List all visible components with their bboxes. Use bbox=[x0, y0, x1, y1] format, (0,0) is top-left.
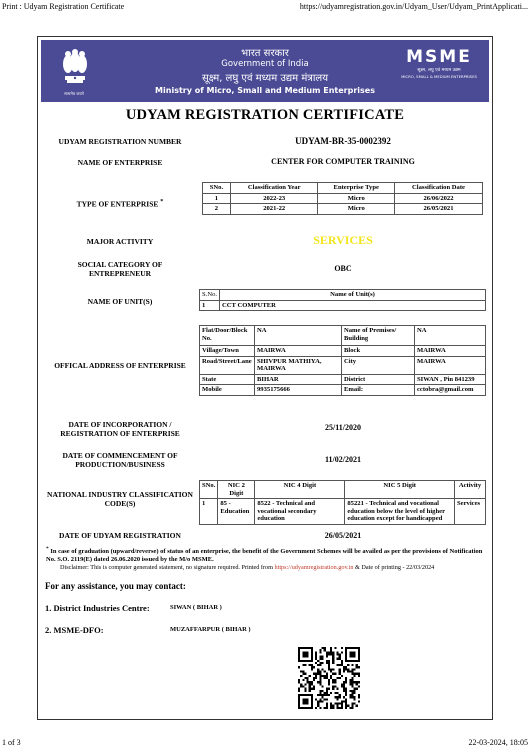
table-row bbox=[200, 499, 486, 525]
dfo-label: 2. MSME-DFO: bbox=[45, 625, 104, 635]
table-row bbox=[200, 374, 486, 385]
msme-logo-text: MSME bbox=[406, 47, 472, 67]
address-key: Village/Town bbox=[200, 346, 255, 357]
address-key: Email: bbox=[342, 385, 415, 396]
table-row bbox=[200, 356, 486, 374]
enterprise-type-label-text: TYPE OF ENTERPRISE bbox=[76, 199, 159, 209]
type-cell: 26/06/2022 bbox=[394, 193, 482, 204]
units-cell: 1 bbox=[200, 300, 220, 311]
assistance-heading: For any assistance, you may contact: bbox=[45, 581, 186, 591]
type-cell: 26/05/2021 bbox=[394, 204, 482, 215]
nic-table-header bbox=[200, 481, 486, 499]
type-col-type: Enterprise Type bbox=[318, 183, 395, 194]
address-label: OFFICAL ADDRESS OF ENTERPRISE bbox=[54, 361, 186, 370]
address-key: Block bbox=[342, 346, 415, 357]
address-value: MAIRWA bbox=[415, 356, 486, 374]
type-col-sno: SNo. bbox=[203, 183, 231, 194]
disclaimer-link[interactable]: https://udyamregistration.gov.in bbox=[274, 564, 354, 571]
type-cell: 2021-22 bbox=[230, 204, 318, 215]
address-value: 9935175666 bbox=[255, 385, 342, 396]
dfo-value: MUZAFFARPUR ( BIHAR ) bbox=[170, 626, 251, 633]
address-key: Mobile bbox=[200, 385, 255, 396]
units-label: NAME OF UNIT(S) bbox=[87, 297, 153, 306]
address-key: State bbox=[200, 374, 255, 385]
table-row bbox=[200, 300, 486, 311]
type-star: * bbox=[160, 198, 164, 205]
type-cell: Micro bbox=[318, 193, 395, 204]
table-row bbox=[203, 204, 483, 215]
table-row bbox=[200, 385, 486, 396]
units-col-name: Name of Unit(s) bbox=[220, 290, 486, 301]
gov-english: Government of India bbox=[221, 59, 309, 69]
print-header-title: Print : Udyam Registration Certificate bbox=[2, 2, 125, 11]
units-cell: CCT COMPUTER bbox=[220, 300, 486, 311]
msme-logo bbox=[399, 48, 479, 79]
address-value: SIWAN , Pin 841239 bbox=[415, 374, 486, 385]
print-footer-date: 22-03-2024, 18:05 bbox=[468, 738, 528, 747]
nic-cell: 8522 - Technical and vocational secondary education bbox=[255, 499, 345, 525]
address-value: MAIRWA bbox=[255, 346, 342, 357]
address-value: cctobra@gmail.com bbox=[415, 385, 486, 396]
address-key: Flat/Door/Block No. bbox=[200, 326, 255, 346]
graduation-note-text: In case of graduation (upward/reverse) of status of an enterprise, the benefit of the Government Schemes will be availed as per the provisions of Notification No. S.O. 2119(E) dated 26.06.2020 issued by the M/o MSME. bbox=[46, 548, 483, 564]
units-table bbox=[199, 289, 486, 311]
reg-no-value: UDYAM-BR-35-0002392 bbox=[295, 136, 391, 146]
address-value: NA bbox=[415, 326, 486, 346]
qr-code-icon bbox=[298, 647, 360, 709]
print-footer-page: 1 of 3 bbox=[2, 738, 21, 747]
address-key: City bbox=[342, 356, 415, 374]
certificate-title: UDYAM REGISTRATION CERTIFICATE bbox=[125, 107, 405, 123]
ministry-english: Ministry of Micro, Small and Medium Enterprises bbox=[155, 86, 375, 95]
ministry-hindi: सूक्ष्म, लघु एवं मध्यम उद्यम मंत्रालय bbox=[202, 73, 328, 84]
social-category-value: OBC bbox=[334, 264, 352, 273]
table-row bbox=[200, 326, 486, 346]
nic-cell: 85221 - Technical and vocational education below the level of higher education except for handicapped bbox=[345, 499, 455, 525]
table-row bbox=[200, 346, 486, 357]
incorporation-value: 25/11/2020 bbox=[324, 423, 361, 432]
note-star: * bbox=[46, 546, 49, 552]
disclaimer bbox=[60, 564, 490, 572]
enterprise-type-label bbox=[46, 197, 194, 209]
commencement-label: DATE OF COMMENCEMENT OF PRODUCTION/BUSINESS bbox=[62, 451, 178, 469]
address-value: NA bbox=[255, 326, 342, 346]
dic-value: SIWAN ( BIHAR ) bbox=[170, 604, 222, 611]
type-cell: 1 bbox=[203, 193, 231, 204]
type-table bbox=[202, 182, 483, 215]
msme-hindi: सूक्ष्म, लघु एवं मध्यम उद्यम bbox=[417, 68, 461, 73]
nic-cell: Services bbox=[455, 499, 486, 525]
address-value: MAIRWA bbox=[415, 346, 486, 357]
nic-cell: 1 bbox=[200, 499, 218, 525]
print-header-url: https://udyamregistration.gov.in/Udyam_User/Udyam_PrintApplicati... bbox=[299, 2, 528, 11]
gov-hindi: भारत सरकार bbox=[241, 48, 289, 59]
type-col-date: Classification Date bbox=[394, 183, 482, 194]
dic-label: 1. District Industries Centre: bbox=[45, 603, 150, 613]
address-value: SHIVPUR MATHIYA, MAIRWA bbox=[255, 356, 342, 374]
type-cell: Micro bbox=[318, 204, 395, 215]
incorporation-label: DATE OF INCORPORATION / REGISTRATION OF ENTERPRISE bbox=[60, 420, 180, 438]
type-col-year: Classification Year bbox=[230, 183, 318, 194]
udyam-date-value: 26/05/2021 bbox=[324, 531, 362, 540]
address-key: Name of Premises/ Building bbox=[342, 326, 415, 346]
header-banner bbox=[41, 40, 489, 102]
nic-table bbox=[199, 480, 486, 525]
disclaimer-post: & Date of printing - 22/03/2024 bbox=[353, 564, 435, 571]
nic-col-5digit: NIC 5 Digit bbox=[345, 481, 455, 499]
units-col-sno: S.No. bbox=[200, 290, 220, 301]
nic-col-activity: Activity bbox=[455, 481, 486, 499]
reg-no-label: UDYAM REGISTRATION NUMBER bbox=[58, 137, 182, 146]
social-category-label: SOCIAL CATEGORY OF ENTREPRENEUR bbox=[77, 260, 163, 278]
table-row bbox=[203, 193, 483, 204]
enterprise-name-value: CENTER FOR COMPUTER TRAINING bbox=[271, 157, 415, 166]
msme-subtitle: MICRO, SMALL & MEDIUM ENTERPRISES bbox=[401, 74, 477, 79]
address-value: BIHAR bbox=[255, 374, 342, 385]
activity-label: MAJOR ACTIVITY bbox=[86, 237, 154, 246]
type-cell: 2022-23 bbox=[230, 193, 318, 204]
nic-label: NATIONAL INDUSTRY CLASSIFICATION CODE(S) bbox=[47, 490, 193, 508]
type-table-header bbox=[203, 183, 483, 194]
udyam-date-label: DATE OF UDYAM REGISTRATION bbox=[59, 531, 181, 540]
type-cell: 2 bbox=[203, 204, 231, 215]
units-table-header bbox=[200, 290, 486, 301]
nic-cell: 85 - Education bbox=[218, 499, 255, 525]
graduation-note bbox=[46, 545, 488, 564]
enterprise-name-label: NAME OF ENTERPRISE bbox=[77, 158, 163, 167]
disclaimer-pre: Disclaimer: This is computer generated statement, no signature required. Printed from bbox=[60, 564, 275, 571]
certificate bbox=[37, 36, 493, 720]
address-table bbox=[199, 325, 486, 396]
nic-col-2digit: NIC 2 Digit bbox=[218, 481, 255, 499]
commencement-value: 11/02/2021 bbox=[324, 455, 361, 464]
nic-col-sno: SNo. bbox=[200, 481, 218, 499]
activity-value: SERVICES bbox=[313, 233, 373, 247]
address-key: District bbox=[342, 374, 415, 385]
address-key: Road/Street/Lane bbox=[200, 356, 255, 374]
nic-col-4digit: NIC 4 Digit bbox=[255, 481, 345, 499]
emblem-caption: सत्यमेव जयते bbox=[64, 91, 84, 96]
